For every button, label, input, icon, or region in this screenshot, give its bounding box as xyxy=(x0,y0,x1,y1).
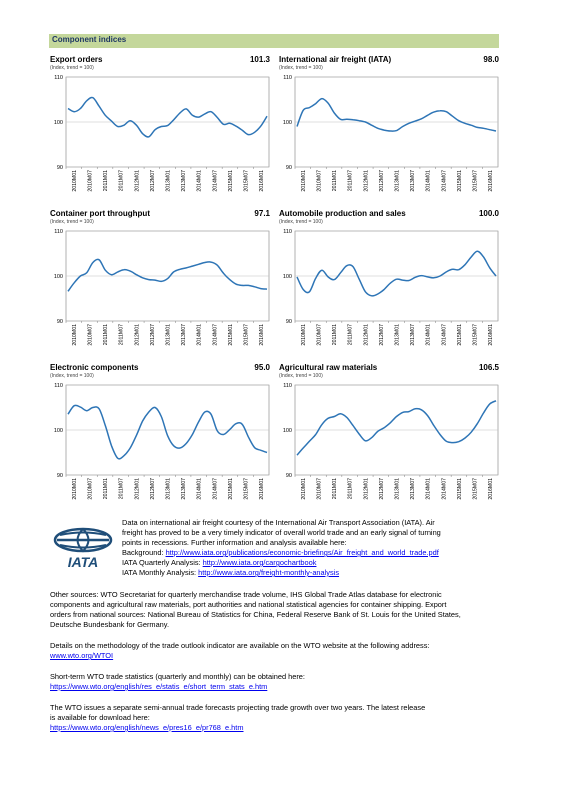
other-sources xyxy=(50,590,500,630)
short-term-link[interactable]: https://www.wto.org/english/res_e/statis_e/short_term_stats_e.htm xyxy=(50,682,268,691)
x-tick-label: 2011M01 xyxy=(332,170,339,192)
chart-subtitle: (Index, trend = 100) xyxy=(50,219,94,225)
iata-info xyxy=(122,518,512,578)
x-tick-label: 2014M07 xyxy=(441,324,448,346)
x-tick-label: 2012M01 xyxy=(363,170,370,192)
methodology-line: Details on the methodology of the trade outlook indicator are available on the WTO website at the following address: xyxy=(50,641,430,650)
forecasts-line: is available for download here: xyxy=(50,713,150,722)
y-tick-label: 90 xyxy=(285,319,292,325)
x-tick-label: 2013M01 xyxy=(165,478,172,500)
chart-panel-agricultural xyxy=(279,363,499,513)
iata-line: Data on international air freight courtesy of the International Air Transport Association (IATA). Air xyxy=(122,518,435,527)
x-tick-label: 2012M01 xyxy=(134,478,141,500)
x-tick-label: 2011M07 xyxy=(118,324,125,346)
x-tick-label: 2016M01 xyxy=(259,478,266,500)
sources-line: Other sources: WTO Secretariat for quarterly merchandise trade volume, IHS Global Trade Atlas database for electronic xyxy=(50,590,442,599)
x-tick-label: 2016M01 xyxy=(488,170,495,192)
x-tick-label: 2013M07 xyxy=(181,170,188,192)
x-tick-label: 2010M07 xyxy=(87,478,94,500)
x-tick-label: 2014M01 xyxy=(196,170,203,192)
y-tick-label: 90 xyxy=(285,165,292,171)
x-tick-label: 2014M07 xyxy=(212,478,219,500)
chart-panel-air-freight xyxy=(279,55,499,205)
x-tick-label: 2013M07 xyxy=(181,478,188,500)
y-tick-label: 110 xyxy=(54,383,63,389)
x-tick-label: 2015M01 xyxy=(456,478,463,500)
x-tick-label: 2012M07 xyxy=(378,324,385,346)
x-tick-label: 2014M07 xyxy=(212,170,219,192)
chart-panel-export-orders xyxy=(50,55,270,205)
y-tick-label: 110 xyxy=(54,229,63,235)
y-tick-label: 100 xyxy=(53,428,63,434)
chart-automobile xyxy=(279,225,499,359)
x-tick-label: 2011M07 xyxy=(118,478,125,500)
chart-panel-electronic xyxy=(50,363,270,513)
methodology-link[interactable]: www.wto.org/WTOI xyxy=(50,651,114,660)
x-tick-label: 2014M07 xyxy=(441,170,448,192)
x-tick-label: 2014M01 xyxy=(196,324,203,346)
x-tick-label: 2013M07 xyxy=(410,170,417,192)
x-tick-label: 2011M01 xyxy=(103,478,110,500)
y-tick-label: 110 xyxy=(283,229,292,235)
x-tick-label: 2012M01 xyxy=(134,170,141,192)
y-tick-label: 90 xyxy=(56,319,63,325)
x-tick-label: 2014M01 xyxy=(196,478,203,500)
chart-subtitle: (Index, trend = 100) xyxy=(279,373,323,379)
y-tick-label: 100 xyxy=(53,274,63,280)
x-tick-label: 2013M01 xyxy=(165,324,172,346)
x-tick-label: 2010M07 xyxy=(87,170,94,192)
y-tick-label: 110 xyxy=(283,75,292,81)
x-tick-label: 2015M01 xyxy=(456,170,463,192)
x-tick-label: 2014M01 xyxy=(425,324,432,346)
x-tick-label: 2010M07 xyxy=(316,170,323,192)
x-tick-label: 2010M01 xyxy=(71,324,78,346)
y-tick-label: 90 xyxy=(56,473,63,479)
x-tick-label: 2015M07 xyxy=(243,324,250,346)
x-tick-label: 2015M07 xyxy=(472,170,479,192)
chart-title: Agricultural raw materials xyxy=(279,363,378,372)
forecasts xyxy=(50,703,500,733)
forecasts-line: The WTO issues a separate semi-annual trade forecasts projecting trade growth over two years. The latest release xyxy=(50,703,426,712)
x-tick-label: 2012M07 xyxy=(378,478,385,500)
x-tick-label: 2015M07 xyxy=(472,478,479,500)
x-tick-label: 2016M01 xyxy=(488,478,495,500)
chart-value: 95.0 xyxy=(254,363,270,372)
x-tick-label: 2011M01 xyxy=(103,324,110,346)
sources-line: Deutsche Bundesbank for Germany. xyxy=(50,620,169,629)
x-tick-label: 2014M01 xyxy=(425,170,432,192)
x-tick-label: 2010M01 xyxy=(71,478,78,500)
x-tick-label: 2015M07 xyxy=(243,478,250,500)
x-tick-label: 2010M07 xyxy=(316,478,323,500)
x-tick-label: 2012M07 xyxy=(149,324,156,346)
short-term-stats xyxy=(50,672,500,692)
chart-panel-container-port xyxy=(50,209,270,359)
chart-panel-automobile xyxy=(279,209,499,359)
x-tick-label: 2014M07 xyxy=(441,478,448,500)
x-tick-label: 2012M01 xyxy=(134,324,141,346)
sources-line: orders from national sources: National Bureau of Statistics for China, Federal Reserve Bank of St. Louis for the United States, xyxy=(50,610,461,619)
chart-title: Container port throughput xyxy=(50,209,150,218)
x-tick-label: 2010M01 xyxy=(300,170,307,192)
x-tick-label: 2011M01 xyxy=(332,478,339,500)
x-tick-label: 2013M01 xyxy=(394,170,401,192)
x-tick-label: 2013M07 xyxy=(410,324,417,346)
chart-export-orders xyxy=(50,71,270,205)
iata-line: freight has proved to be a very timely indicator of overall world trade and an early signal of turning xyxy=(122,528,441,537)
chart-value: 100.0 xyxy=(478,209,499,218)
methodology xyxy=(50,641,500,661)
x-tick-label: 2015M01 xyxy=(227,324,234,346)
iata-logo-text: IATA xyxy=(67,554,99,570)
chart-agricultural xyxy=(279,379,499,513)
x-tick-label: 2011M07 xyxy=(347,170,354,192)
forecasts-link[interactable]: https://www.wto.org/english/news_e/pres16_e/pr768_e.htm xyxy=(50,723,244,732)
y-tick-label: 100 xyxy=(282,428,292,434)
x-tick-label: 2012M07 xyxy=(378,170,385,192)
y-tick-label: 100 xyxy=(282,274,292,280)
x-tick-label: 2011M07 xyxy=(347,324,354,346)
y-tick-label: 100 xyxy=(53,120,63,126)
iata-logo xyxy=(52,527,114,571)
x-tick-label: 2013M01 xyxy=(165,170,172,192)
chart-value: 101.3 xyxy=(249,55,270,64)
chart-subtitle: (Index, trend = 100) xyxy=(279,219,323,225)
chart-value: 98.0 xyxy=(483,55,499,64)
background-label: Background: xyxy=(122,548,166,557)
x-tick-label: 2016M01 xyxy=(259,324,266,346)
chart-subtitle: (Index, trend = 100) xyxy=(50,373,94,379)
chart-title: Electronic components xyxy=(50,363,139,372)
chart-container-port xyxy=(50,225,270,359)
short-term-line: Short-term WTO trade statistics (quarterly and monthly) can be obtained here: xyxy=(50,672,305,681)
x-tick-label: 2010M07 xyxy=(316,324,323,346)
x-tick-label: 2011M07 xyxy=(118,170,125,192)
chart-value: 106.5 xyxy=(478,363,499,372)
x-tick-label: 2011M01 xyxy=(332,324,339,346)
x-tick-label: 2016M01 xyxy=(259,170,266,192)
x-tick-label: 2016M01 xyxy=(488,324,495,346)
header-title: Component indices xyxy=(52,35,127,44)
x-tick-label: 2010M01 xyxy=(71,170,78,192)
x-tick-label: 2013M07 xyxy=(410,478,417,500)
x-tick-label: 2015M01 xyxy=(456,324,463,346)
chart-subtitle: (Index, trend = 100) xyxy=(279,65,323,71)
x-tick-label: 2015M07 xyxy=(472,324,479,346)
x-tick-label: 2013M01 xyxy=(394,324,401,346)
x-tick-label: 2012M01 xyxy=(363,478,370,500)
quarterly-link[interactable]: http://www.iata.org/cargochartbook xyxy=(202,558,317,567)
x-tick-label: 2012M01 xyxy=(363,324,370,346)
x-tick-label: 2010M01 xyxy=(300,324,307,346)
x-tick-label: 2012M07 xyxy=(149,478,156,500)
chart-title: International air freight (IATA) xyxy=(279,55,392,64)
chart-value: 97.1 xyxy=(254,209,270,218)
chart-subtitle: (Index, trend = 100) xyxy=(50,65,94,71)
x-tick-label: 2015M01 xyxy=(227,478,234,500)
x-tick-label: 2015M01 xyxy=(227,170,234,192)
y-tick-label: 110 xyxy=(283,383,292,389)
x-tick-label: 2012M07 xyxy=(149,170,156,192)
sources-line: components and agricultural raw materials, port authorities and national statistical agencies for container shipping. Export xyxy=(50,600,447,609)
quarterly-label: IATA Quarterly Analysis: xyxy=(122,558,203,567)
x-tick-label: 2011M07 xyxy=(347,478,354,500)
background-link[interactable]: http://www.iata.org/publications/economic-briefings/Air_freight_and_world_trade.pdf xyxy=(165,548,439,557)
component-indices-header xyxy=(49,34,499,48)
monthly-link[interactable]: http://www.iata.org/freight-monthly-analysis xyxy=(198,568,340,577)
y-tick-label: 110 xyxy=(54,75,63,81)
chart-electronic xyxy=(50,379,270,513)
x-tick-label: 2014M01 xyxy=(425,478,432,500)
x-tick-label: 2010M07 xyxy=(87,324,94,346)
y-tick-label: 90 xyxy=(56,165,63,171)
y-tick-label: 90 xyxy=(285,473,292,479)
x-tick-label: 2011M01 xyxy=(103,170,110,192)
iata-line: points in recessions. Further information and analysis available here: xyxy=(122,538,347,547)
x-tick-label: 2015M07 xyxy=(243,170,250,192)
x-tick-label: 2010M01 xyxy=(300,478,307,500)
x-tick-label: 2013M07 xyxy=(181,324,188,346)
x-tick-label: 2014M07 xyxy=(212,324,219,346)
chart-title: Automobile production and sales xyxy=(279,209,406,218)
monthly-label: IATA Monthly Analysis: xyxy=(122,568,199,577)
chart-air-freight xyxy=(279,71,499,205)
y-tick-label: 100 xyxy=(282,120,292,126)
chart-title: Export orders xyxy=(50,55,103,64)
x-tick-label: 2013M01 xyxy=(394,478,401,500)
